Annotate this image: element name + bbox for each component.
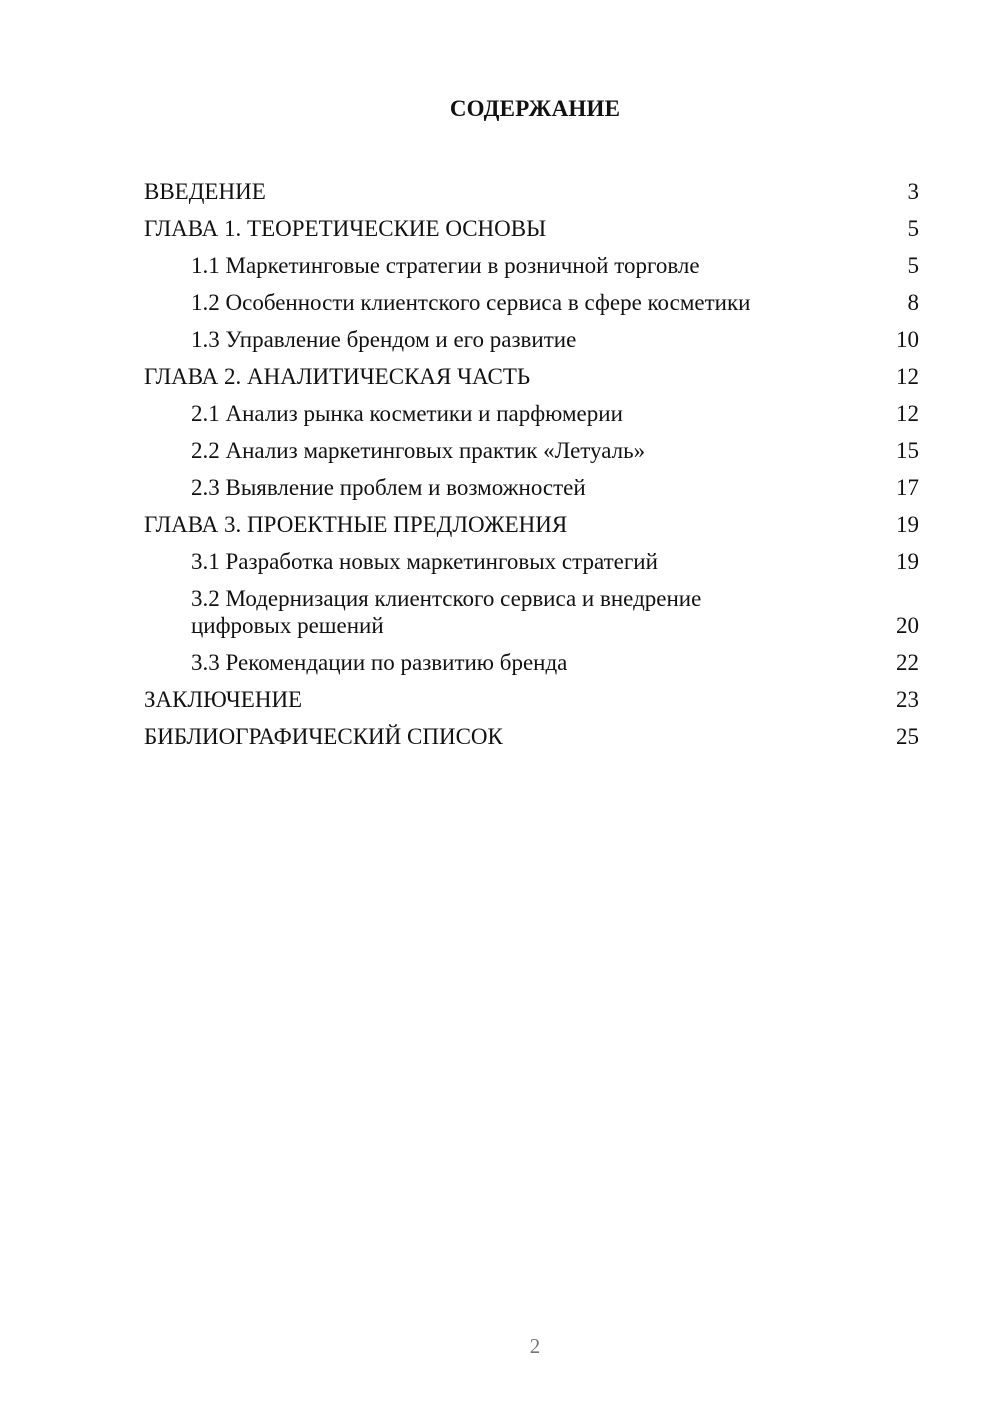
toc-entry-page: 23 (896, 687, 919, 712)
toc-entry-page: 5 (907, 253, 919, 278)
toc-entry-page: 25 (896, 724, 919, 749)
toc-entry-title: ВВЕДЕНИЕ (144, 179, 266, 204)
toc-entry-page: 15 (896, 438, 919, 463)
toc-entry[interactable] (144, 353, 919, 390)
toc-entry-title: ГЛАВА 3. ПРОЕКТНЫЕ ПРЕДЛОЖЕНИЯ (144, 512, 568, 537)
toc-entry[interactable] (144, 205, 919, 242)
toc-entry-page: 10 (896, 327, 919, 352)
toc-entry-page: 22 (896, 650, 919, 675)
toc-entry[interactable] (144, 279, 919, 316)
toc-entry-title: ЗАКЛЮЧЕНИЕ (144, 687, 303, 712)
toc-entry-title: ГЛАВА 1. ТЕОРЕТИЧЕСКИЕ ОСНОВЫ (144, 216, 547, 241)
toc-entry[interactable] (144, 390, 919, 427)
toc-entry-page: 12 (896, 401, 919, 426)
toc-entry[interactable] (144, 464, 919, 501)
toc-entry-title: 2.3 Выявление проблем и возможностей (191, 475, 586, 500)
toc-heading: СОДЕРЖАНИЕ (449, 96, 621, 121)
toc-entry-page: 20 (896, 613, 919, 638)
toc-entry[interactable] (144, 316, 919, 353)
toc-entry[interactable] (144, 639, 919, 676)
toc-entry-title: 1.2 Особенности клиентского сервиса в сфере косметики (191, 290, 751, 315)
toc-list (144, 168, 919, 750)
toc-entry-title: 3.3 Рекомендации по развитию бренда (191, 650, 568, 675)
toc-entry-page: 3 (907, 179, 919, 204)
toc-entry-title: ГЛАВА 2. АНАЛИТИЧЕСКАЯ ЧАСТЬ (144, 364, 531, 389)
toc-entry[interactable] (144, 676, 919, 713)
toc-entry[interactable] (144, 168, 919, 205)
toc-entry-page: 5 (907, 216, 919, 241)
toc-entry[interactable] (144, 242, 919, 279)
toc-entry-page: 19 (896, 512, 919, 537)
toc-entry-page: 17 (896, 475, 919, 500)
toc-entry-title: 2.1 Анализ рынка косметики и парфюмерии (191, 401, 623, 426)
toc-entry-title: 2.2 Анализ маркетинговых практик «Летуаль» (191, 438, 646, 463)
toc-entry[interactable] (144, 501, 919, 538)
toc-entry-page: 12 (896, 364, 919, 389)
toc-entry-title: 1.3 Управление брендом и его развитие (191, 327, 577, 352)
page-number: 2 (529, 1334, 541, 1358)
toc-entry[interactable] (144, 575, 919, 639)
toc-entry[interactable] (144, 713, 919, 750)
toc-entry-title: БИБЛИОГРАФИЧЕСКИЙ СПИСОК (144, 724, 503, 749)
toc-entry-title: 1.1 Маркетинговые стратегии в розничной торговле (191, 253, 700, 278)
toc-entry[interactable] (144, 538, 919, 575)
toc-entry[interactable] (144, 427, 919, 464)
toc-entry-title: 3.1 Разработка новых маркетинговых стратегий (191, 549, 658, 574)
toc-entry-title: 3.2 Модернизация клиентского сервиса и внедрение цифровых решений (191, 586, 702, 638)
toc-entry-page: 8 (907, 290, 919, 315)
toc-entry-page: 19 (896, 549, 919, 574)
